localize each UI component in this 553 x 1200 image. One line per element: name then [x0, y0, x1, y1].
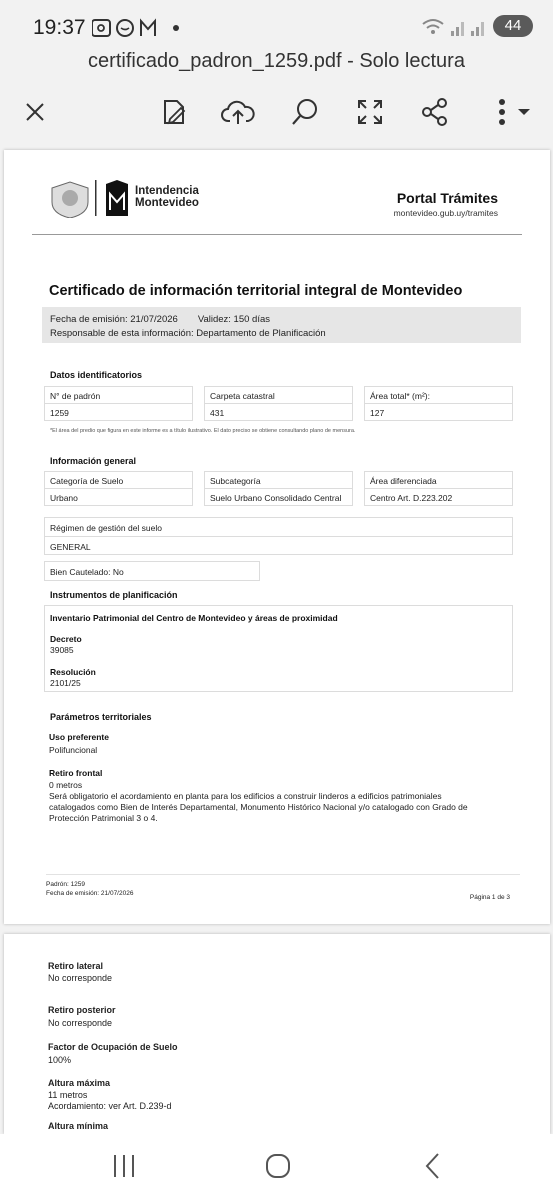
system-nav-bar	[0, 1134, 553, 1200]
brand-text	[135, 185, 199, 209]
decreto-label: Decreto	[50, 634, 82, 644]
validity: Validez: 150 días	[197, 314, 270, 325]
area-diferenciada-value: Centro Art. D.223.202	[370, 493, 453, 503]
regimen-value: GENERAL	[50, 542, 91, 552]
subcategoria-box	[204, 471, 353, 506]
retiro-lateral-value: No corresponde	[48, 973, 113, 983]
resolucion-label: Resolución	[50, 667, 96, 677]
footer-emission: Fecha de emisión: 21/07/2026	[46, 890, 134, 897]
carpeta-label: Carpeta catastral	[210, 391, 275, 401]
clock: 19:37	[33, 16, 86, 39]
altura-min-label: Altura mínima	[48, 1121, 109, 1131]
footer-left	[46, 880, 133, 898]
section-identificatorios: Datos identificatorios	[50, 370, 143, 380]
retiro-lateral-label: Retiro lateral	[48, 961, 104, 971]
padron-value: 1259	[50, 408, 69, 418]
padron-box	[44, 386, 193, 421]
retiro-frontal-label: Retiro frontal	[49, 768, 103, 778]
subcategoria-value: Suelo Urbano Consolidado Central	[210, 493, 342, 503]
document-title-bar: certificado_padron_1259.pdf - Solo lectura	[88, 50, 465, 72]
back-button[interactable]	[409, 1146, 457, 1186]
section-instrumentos: Instrumentos de planificación	[50, 590, 178, 600]
categoria-box	[44, 471, 193, 506]
edit-button[interactable]	[150, 88, 198, 136]
cautelado-text: Bien Cautelado: No	[50, 567, 124, 577]
edit-icon	[159, 97, 189, 127]
page-number: Página 1 de 3	[469, 894, 510, 901]
toolbar	[0, 88, 553, 140]
area-diferenciada-label: Área diferenciada	[370, 476, 437, 486]
certificate-title: Certificado de información territorial integral de Montevideo	[49, 283, 463, 299]
cloud-upload-icon	[221, 97, 255, 127]
fos-value: 100%	[48, 1055, 72, 1065]
categoria-value: Urbano	[50, 493, 78, 503]
altura-max-desc: Acordamiento: ver Art. D.239-d	[48, 1101, 172, 1111]
pdf-page-2	[4, 934, 550, 1134]
area-box	[364, 386, 513, 421]
status-right	[413, 15, 533, 39]
resolucion-value: 2101/25	[50, 678, 81, 688]
expand-icon	[356, 98, 384, 126]
subcategoria-label: Subcategoría	[210, 476, 261, 486]
retiro-frontal-desc1: Será obligatorio el acordamiento en planta para los edificios a construir linderos a edificios patrimoniales	[49, 791, 442, 801]
search-icon	[290, 97, 320, 127]
retiro-frontal-desc2: catalogados como Bien de Interés Departamental, Monumento Histórico Nacional y/o catalogado con Grado de	[49, 802, 468, 812]
portal-title: Portal Trámites	[396, 190, 498, 206]
section-parametros: Parámetros territoriales	[50, 712, 152, 722]
retiro-posterior-label: Retiro posterior	[48, 1005, 116, 1015]
cautelado-box	[44, 561, 260, 581]
footer-divider	[46, 874, 520, 875]
categoria-label: Categoría de Suelo	[50, 476, 124, 486]
status-bar	[0, 0, 553, 50]
share-button[interactable]	[411, 88, 459, 136]
header-divider	[32, 234, 522, 235]
regimen-label: Régimen de gestión del suelo	[50, 523, 162, 533]
portal-url: montevideo.gub.uy/tramites	[393, 208, 498, 218]
area-label: Área total* (m²):	[370, 391, 430, 401]
back-icon	[423, 1152, 443, 1180]
home-button[interactable]	[254, 1146, 302, 1186]
upload-button[interactable]	[214, 88, 262, 136]
pdf-page-1	[4, 150, 550, 924]
more-icon	[484, 97, 532, 127]
brand-line2: Montevideo	[135, 197, 199, 209]
search-button[interactable]	[281, 88, 329, 136]
recent-apps-button[interactable]	[100, 1146, 148, 1186]
home-icon	[264, 1152, 292, 1180]
retiro-frontal-value: 0 metros	[49, 780, 83, 790]
footer-padron: Padrón: 1259	[46, 881, 86, 888]
emission-date: Fecha de emisión: 21/07/2026	[50, 314, 178, 325]
altura-max-value: 11 metros	[48, 1090, 88, 1100]
notification-icons	[92, 17, 192, 39]
uso-label: Uso preferente	[49, 732, 109, 742]
retiro-posterior-value: No corresponde	[48, 1018, 113, 1028]
area-value: 127	[370, 408, 385, 418]
close-icon	[24, 101, 46, 123]
section-general: Información general	[50, 456, 137, 466]
uso-value: Polifuncional	[49, 745, 98, 755]
padron-label: N° de padrón	[50, 391, 101, 401]
carpeta-box	[204, 386, 353, 421]
decreto-value: 39085	[50, 645, 74, 655]
wifi-signal-icon	[421, 16, 487, 38]
more-options-button[interactable]	[484, 88, 532, 136]
regimen-box	[44, 517, 513, 555]
altura-max-label: Altura máxima	[48, 1078, 111, 1088]
area-diferenciada-box	[364, 471, 513, 506]
carpeta-value: 431	[210, 408, 225, 418]
info-band	[42, 307, 521, 343]
share-icon	[420, 97, 450, 127]
responsible: Responsable de esta información: Departamento de Planificación	[50, 328, 326, 339]
battery-indicator: 44	[493, 15, 533, 37]
recent-apps-icon	[111, 1153, 137, 1179]
instrumento-name: Inventario Patrimonial del Centro de Montevideo y áreas de proximidad	[50, 613, 338, 623]
fos-label: Factor de Ocupación de Suelo	[48, 1042, 178, 1052]
instrumentos-box	[44, 605, 513, 692]
retiro-frontal-desc3: Protección Patrimonial 3 o 4.	[49, 813, 158, 823]
close-button[interactable]	[11, 88, 59, 136]
brand-line1: Intendencia	[135, 185, 199, 197]
fullscreen-button[interactable]	[346, 88, 394, 136]
area-note: *El área del predio que figura en este informe es a título ilustrativo. El dato preciso se obtiene consultando plano de mensura.	[50, 428, 356, 434]
